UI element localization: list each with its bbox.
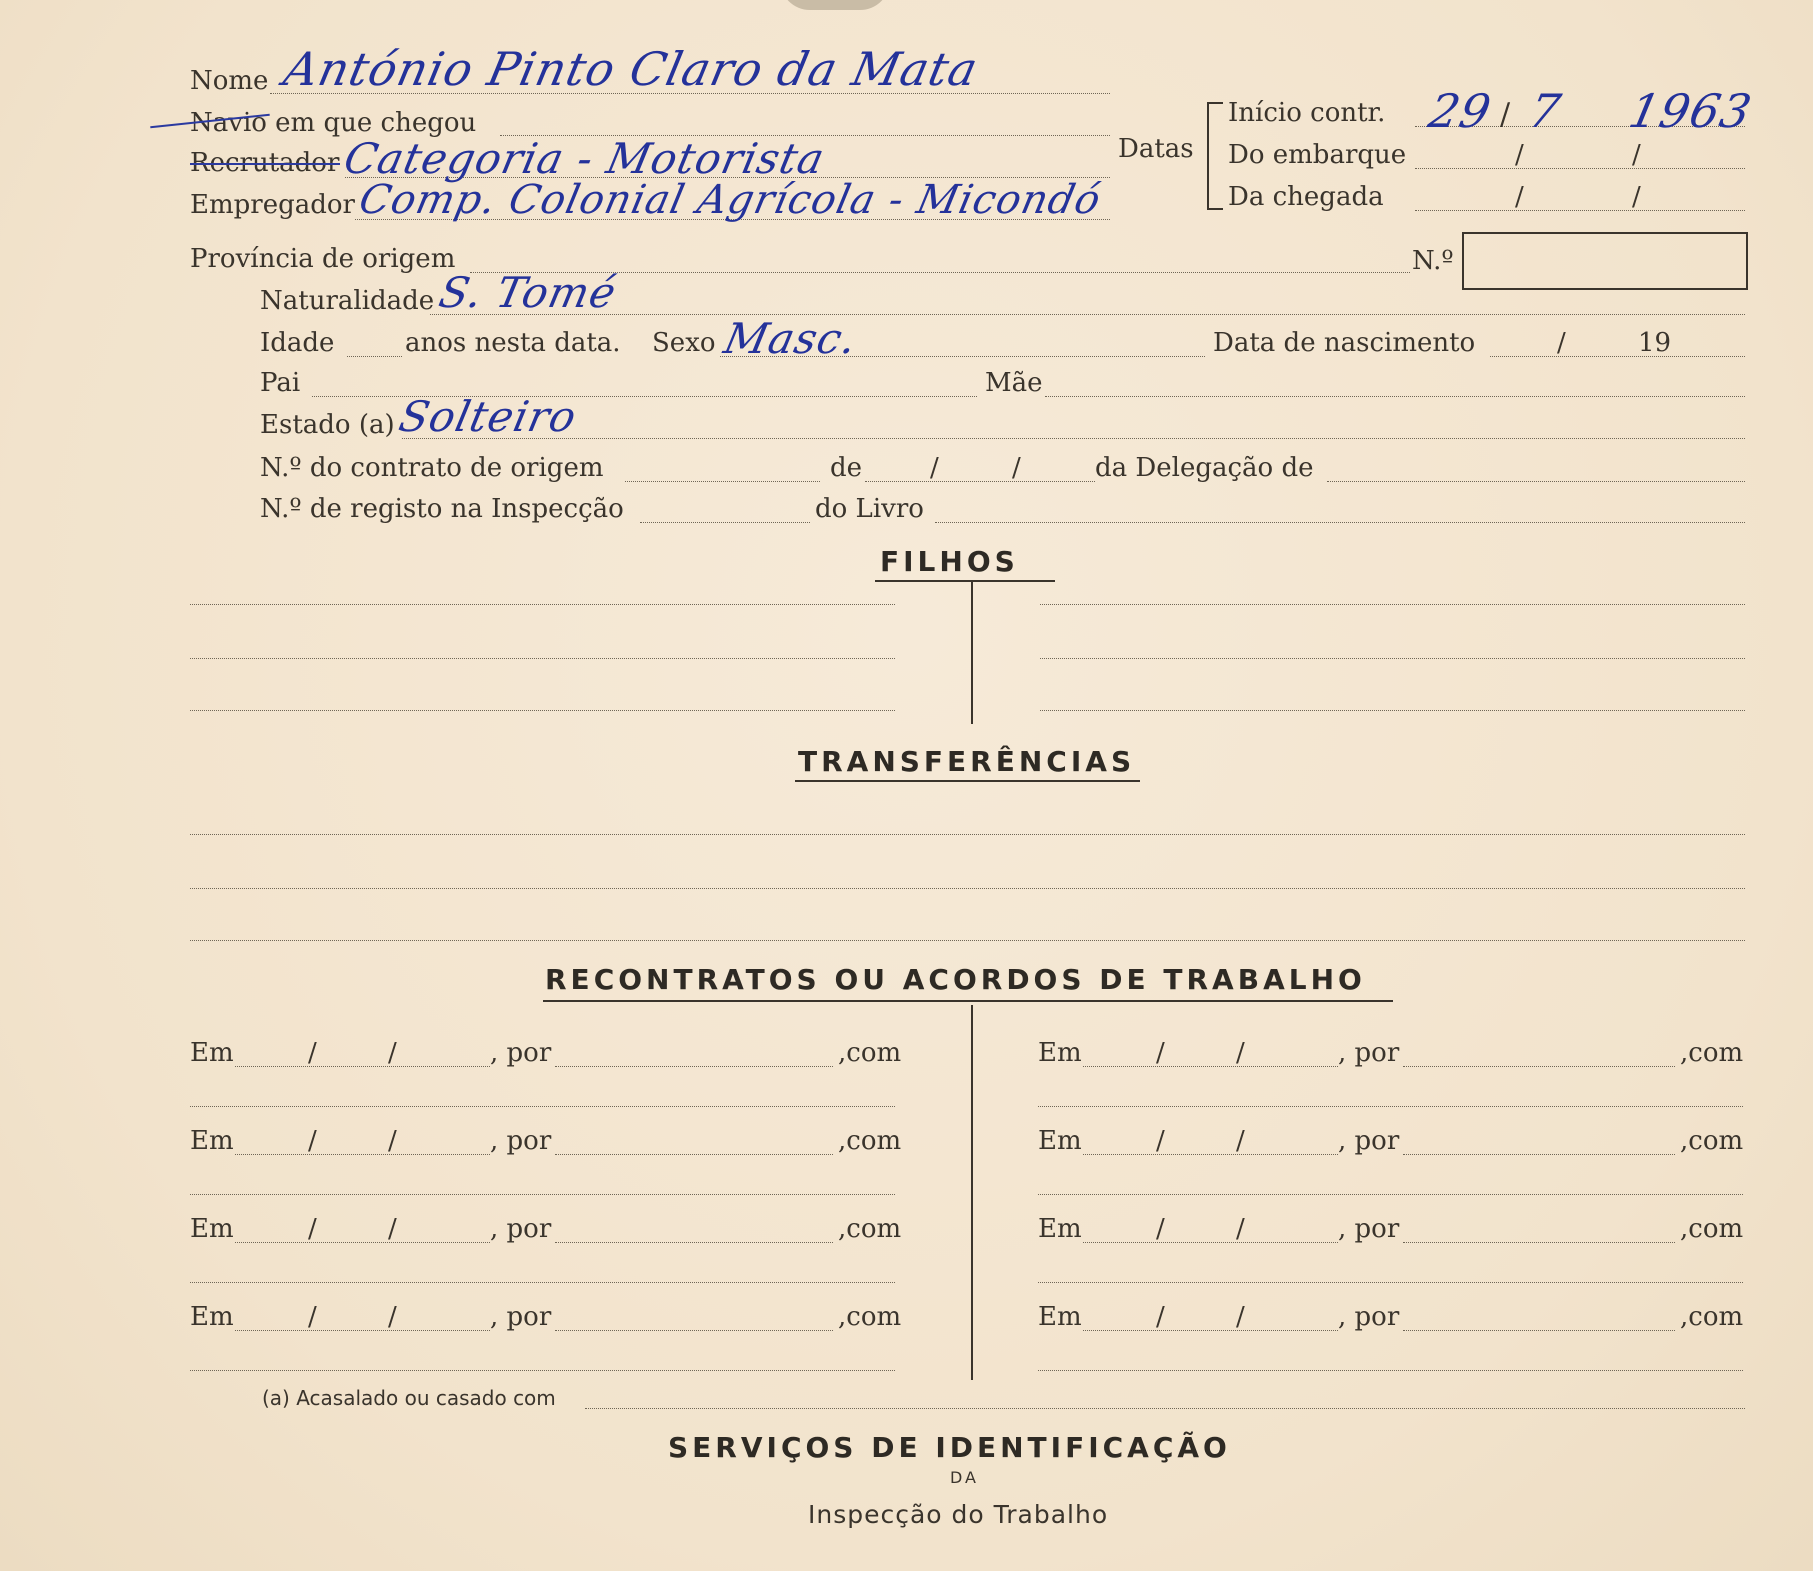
contrato-slash-1: / — [930, 453, 939, 483]
label-anos: anos nesta data. — [405, 328, 621, 358]
handwritten-inicio-dia: 29 — [1424, 84, 1497, 138]
footer-line1: SERVIÇOS DE IDENTIFICAÇÃO — [668, 1431, 1231, 1464]
label-chegada: Da chegada — [1228, 182, 1384, 212]
recontrato-right-1-continuation-line — [1038, 1106, 1743, 1107]
recontrato-right-4-slash-2: / — [1236, 1302, 1245, 1332]
recontrato-left-1-continuation-line — [190, 1106, 895, 1107]
registo-line — [640, 522, 810, 523]
label-mae: Mãe — [985, 368, 1043, 398]
footnote: (a) Acasalado ou casado com — [262, 1386, 556, 1410]
transferencias-line-2 — [190, 888, 1745, 889]
label-pai: Pai — [260, 368, 301, 398]
recontrato-right-1-slash-2: / — [1236, 1038, 1245, 1068]
recontrato-right-4-por-line — [1403, 1330, 1675, 1331]
chegada-slash-2: / — [1632, 182, 1641, 212]
recontrato-left-2-por: , por — [490, 1126, 552, 1156]
chegada-slash-1: / — [1515, 182, 1524, 212]
recontrato-right-2-slash-1: / — [1156, 1126, 1165, 1156]
recontrato-left-1-em: Em — [190, 1038, 234, 1068]
label-navio: Navio em que chegou — [190, 108, 477, 138]
handwritten-inicio-ano: 1963 — [1624, 84, 1757, 138]
recontrato-left-3-slash-2: / — [388, 1214, 397, 1244]
contrato-slash-2: / — [1012, 453, 1021, 483]
recontrato-left-3-em: Em — [190, 1214, 234, 1244]
livro-line — [935, 522, 1745, 523]
filhos-line-right-2 — [1040, 658, 1745, 659]
recontrato-right-2-em: Em — [1038, 1126, 1082, 1156]
delegacao-line — [1327, 481, 1745, 482]
handwritten-estado: Solteiro — [394, 392, 582, 441]
recontrato-left-2-date-line — [235, 1154, 490, 1155]
recontrato-right-2-slash-2: / — [1236, 1126, 1245, 1156]
label-datas: Datas — [1118, 134, 1194, 164]
chegada-line — [1415, 210, 1745, 211]
strike-recrutador — [190, 163, 340, 165]
handwritten-nome: António Pinto Claro da Mata — [279, 42, 984, 96]
idade-line — [347, 356, 402, 357]
mae-line — [1045, 396, 1745, 397]
label-n-registo: N.º de registo na Inspecção — [260, 494, 624, 524]
heading-transferencias: TRANSFERÊNCIAS — [798, 745, 1136, 778]
label-n-contrato: N.º do contrato de origem — [260, 453, 604, 483]
label-data-nascimento: Data de nascimento — [1213, 328, 1476, 358]
datas-brace — [1207, 102, 1223, 210]
recontrato-left-2-slash-1: / — [308, 1126, 317, 1156]
recontrato-left-1-date-line — [235, 1066, 490, 1067]
nascimento-slash: / — [1557, 328, 1566, 358]
recontrato-left-1-slash-1: / — [308, 1038, 317, 1068]
recontrato-right-4-por: , por — [1338, 1302, 1400, 1332]
embarque-line — [1415, 168, 1745, 169]
recontrato-left-4-em: Em — [190, 1302, 234, 1332]
recontrato-left-1-por-line — [555, 1066, 833, 1067]
heading-filhos: FILHOS — [880, 545, 1019, 578]
label-provincia: Província de origem — [190, 244, 456, 274]
recontrato-left-3-date-line — [235, 1242, 490, 1243]
recontrato-left-1-slash-2: / — [388, 1038, 397, 1068]
recontrato-right-2-por: , por — [1338, 1126, 1400, 1156]
recontrato-right-4-slash-1: / — [1156, 1302, 1165, 1332]
recontrato-right-3-slash-2: / — [1236, 1214, 1245, 1244]
naturalidade-line — [430, 314, 1745, 315]
label-empregador: Empregador — [190, 190, 355, 220]
recontrato-left-3-com: ,com — [838, 1214, 902, 1244]
label-naturalidade: Naturalidade — [260, 286, 435, 316]
label-do-livro: do Livro — [815, 494, 924, 524]
recontrato-right-4-date-line — [1083, 1330, 1338, 1331]
recontrato-left-4-slash-1: / — [308, 1302, 317, 1332]
recontrato-left-2-por-line — [555, 1154, 833, 1155]
inicio-slash-1: / — [1500, 97, 1511, 132]
label-da-delegacao: da Delegação de — [1095, 453, 1314, 483]
contrato-line — [625, 481, 820, 482]
recontrato-left-4-slash-2: / — [388, 1302, 397, 1332]
filhos-line-right-3 — [1040, 710, 1745, 711]
label-de: de — [830, 453, 863, 483]
embarque-slash-1: / — [1515, 140, 1524, 170]
recontrato-right-4-continuation-line — [1038, 1370, 1743, 1371]
embarque-slash-2: / — [1632, 140, 1641, 170]
recontrato-right-1-por-line — [1403, 1066, 1675, 1067]
filhos-line-left-3 — [190, 710, 895, 711]
numero-box — [1462, 232, 1748, 290]
label-inicio: Início contr. — [1228, 98, 1386, 128]
recontrato-left-4-por: , por — [490, 1302, 552, 1332]
recontrato-right-2-continuation-line — [1038, 1194, 1743, 1195]
label-numero: N.º — [1412, 246, 1454, 276]
recontrato-left-4-com: ,com — [838, 1302, 902, 1332]
label-estado: Estado (a) — [260, 410, 395, 440]
transferencias-underline — [795, 780, 1140, 782]
handwritten-categoria: Categoria - Motorista — [339, 134, 830, 183]
recontrato-left-3-continuation-line — [190, 1282, 895, 1283]
filhos-line-left-2 — [190, 658, 895, 659]
footnote-line — [585, 1408, 1745, 1409]
recontrato-right-3-slash-1: / — [1156, 1214, 1165, 1244]
filhos-underline — [875, 580, 1055, 582]
label-recrutador: Recrutador — [190, 148, 340, 178]
recontrato-left-2-com: ,com — [838, 1126, 902, 1156]
recontrato-left-4-por-line — [555, 1330, 833, 1331]
handwritten-empregador: Comp. Colonial Agrícola - Micondó — [355, 177, 1106, 223]
recontrato-left-2-slash-2: / — [388, 1126, 397, 1156]
footer-line2: DA — [950, 1468, 979, 1487]
recontrato-right-4-com: ,com — [1680, 1302, 1744, 1332]
recontrato-right-3-por: , por — [1338, 1214, 1400, 1244]
recontratos-divider — [971, 1005, 973, 1380]
recontrato-left-3-por: , por — [490, 1214, 552, 1244]
recontrato-right-2-por-line — [1403, 1154, 1675, 1155]
footer-line3: Inspecção do Trabalho — [808, 1500, 1109, 1529]
recontrato-right-1-slash-1: / — [1156, 1038, 1165, 1068]
recontrato-right-3-date-line — [1083, 1242, 1338, 1243]
recontrato-left-2-em: Em — [190, 1126, 234, 1156]
filhos-line-right-1 — [1040, 604, 1745, 605]
label-nome: Nome — [190, 66, 269, 96]
handwritten-inicio-mes: 7 — [1524, 84, 1567, 138]
recontrato-left-4-continuation-line — [190, 1370, 895, 1371]
transferencias-line-3 — [190, 940, 1745, 941]
recontrato-left-1-com: ,com — [838, 1038, 902, 1068]
recontrato-right-1-em: Em — [1038, 1038, 1082, 1068]
recontrato-left-3-slash-1: / — [308, 1214, 317, 1244]
recontrato-right-3-continuation-line — [1038, 1282, 1743, 1283]
recontrato-right-3-por-line — [1403, 1242, 1675, 1243]
recontrato-right-3-em: Em — [1038, 1214, 1082, 1244]
nascimento-ano: 19 — [1638, 328, 1672, 358]
contrato-date-line — [865, 481, 1095, 482]
recontratos-underline — [543, 1000, 1393, 1002]
recontrato-right-2-com: ,com — [1680, 1126, 1744, 1156]
handwritten-naturalidade: S. Tomé — [434, 268, 622, 317]
label-embarque: Do embarque — [1228, 140, 1407, 170]
recontrato-left-1-por: , por — [490, 1038, 552, 1068]
estado-line — [402, 438, 1745, 439]
recontrato-left-2-continuation-line — [190, 1194, 895, 1195]
transferencias-line-1 — [190, 834, 1745, 835]
label-idade: Idade — [260, 328, 335, 358]
recontrato-right-1-com: ,com — [1680, 1038, 1744, 1068]
recontrato-right-1-date-line — [1083, 1066, 1338, 1067]
label-sexo: Sexo — [652, 328, 716, 358]
recontrato-left-4-date-line — [235, 1330, 490, 1331]
punch-hole — [780, 0, 890, 10]
heading-recontratos: RECONTRATOS OU ACORDOS DE TRABALHO — [545, 963, 1366, 996]
nascimento-line — [1490, 356, 1745, 357]
recontrato-right-3-com: ,com — [1680, 1214, 1744, 1244]
filhos-line-left-1 — [190, 604, 895, 605]
handwritten-sexo: Masc. — [719, 314, 862, 363]
recontrato-right-4-em: Em — [1038, 1302, 1082, 1332]
filhos-divider — [971, 582, 973, 724]
recontrato-right-1-por: , por — [1338, 1038, 1400, 1068]
recontrato-left-3-por-line — [555, 1242, 833, 1243]
recontrato-right-2-date-line — [1083, 1154, 1338, 1155]
